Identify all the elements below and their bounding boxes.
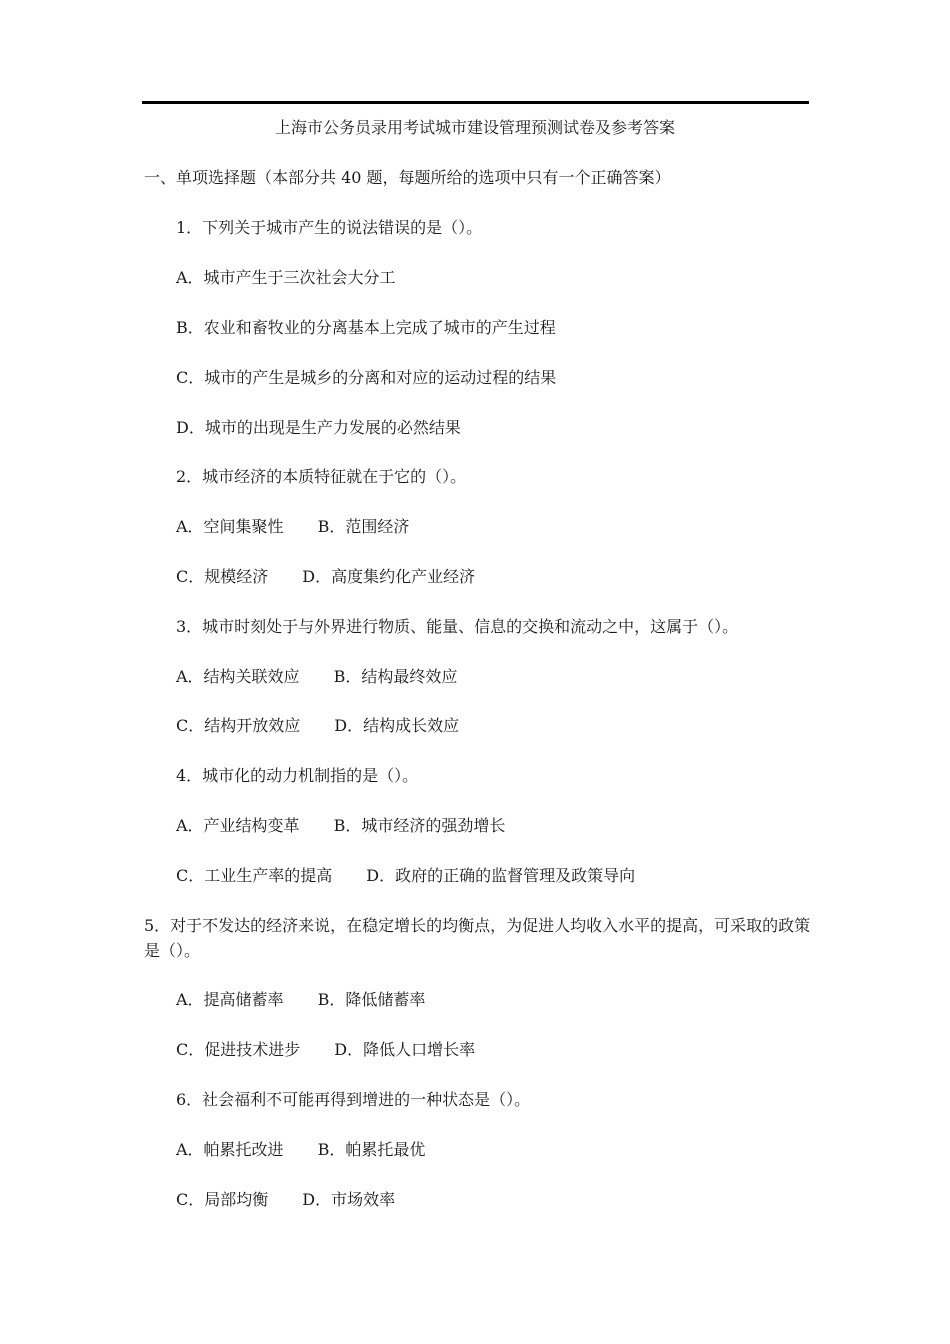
question-6-option-b: B．帕累托最优 xyxy=(317,1140,426,1159)
question-5-stem: 5．对于不发达的经济来说，在稳定增长的均衡点，为促进人均收入水平的提高，可采取的政策是（）。 xyxy=(144,916,811,960)
question-1-option-b: B．农业和畜牧业的分离基本上完成了城市的产生过程 xyxy=(176,318,556,337)
question-6-stem: 6．社会福利不可能再得到增进的一种状态是（）。 xyxy=(176,1090,531,1109)
question-3-option-c: C．结构开放效应 xyxy=(176,716,301,735)
question-2-stem: 2．城市经济的本质特征就在于它的（）。 xyxy=(176,467,467,486)
document-title: 上海市公务员录用考试城市建设管理预测试卷及参考答案 xyxy=(274,118,675,137)
question-6-options-row-2 xyxy=(176,1190,395,1210)
question-5-options-row-1 xyxy=(176,990,425,1010)
question-1-option-d: D．城市的出现是生产力发展的必然结果 xyxy=(176,418,461,437)
header-rule xyxy=(142,101,809,104)
question-6-option-c: C．局部均衡 xyxy=(176,1190,269,1209)
question-6-option-d: D．市场效率 xyxy=(302,1190,396,1209)
question-6-options-row-1 xyxy=(176,1140,425,1160)
question-4-option-c: C．工业生产率的提高 xyxy=(176,866,333,885)
question-4-option-d: D．政府的正确的监督管理及政策导向 xyxy=(366,866,636,885)
question-2-option-a: A．空间集聚性 xyxy=(176,517,284,536)
question-5-options-row-2 xyxy=(176,1040,475,1060)
question-5-option-b: B．降低储蓄率 xyxy=(317,990,426,1009)
question-3-option-a: A．结构关联效应 xyxy=(176,667,300,686)
question-5-option-d: D．降低人口增长率 xyxy=(334,1040,476,1059)
question-3-options-row-1 xyxy=(176,667,457,687)
question-5-option-c: C．促进技术进步 xyxy=(176,1040,301,1059)
question-2-option-c: C．规模经济 xyxy=(176,567,269,586)
question-2-option-b: B．范围经济 xyxy=(317,517,410,536)
question-5-option-a: A．提高储蓄率 xyxy=(176,990,284,1009)
question-2-option-d: D．高度集约化产业经济 xyxy=(302,567,476,586)
question-3-options-row-2 xyxy=(176,716,459,736)
question-1-stem: 1．下列关于城市产生的说法错误的是（）。 xyxy=(176,218,483,237)
question-1-option-c: C．城市的产生是城乡的分离和对应的运动过程的结果 xyxy=(176,368,557,387)
question-3-stem: 3．城市时刻处于与外界进行物质、能量、信息的交换和流动之中，这属于（）。 xyxy=(176,617,739,636)
question-6-option-a: A．帕累托改进 xyxy=(176,1140,284,1159)
question-4-option-a: A．产业结构变革 xyxy=(176,816,300,835)
question-4-stem: 4．城市化的动力机制指的是（）。 xyxy=(176,766,419,785)
question-2-options-row-2 xyxy=(176,567,475,587)
question-3-option-b: B．结构最终效应 xyxy=(333,667,458,686)
question-4-options-row-2 xyxy=(176,866,635,886)
question-2-options-row-1 xyxy=(176,517,409,537)
question-4-option-b: B．城市经济的强劲增长 xyxy=(333,816,506,835)
question-1-option-a: A．城市产生于三次社会大分工 xyxy=(176,268,396,287)
question-3-option-d: D．结构成长效应 xyxy=(334,716,460,735)
question-4-options-row-1 xyxy=(176,816,505,836)
section-heading: 一、单项选择题（本部分共 40 题，每题所给的选项中只有一个正确答案） xyxy=(144,168,671,187)
